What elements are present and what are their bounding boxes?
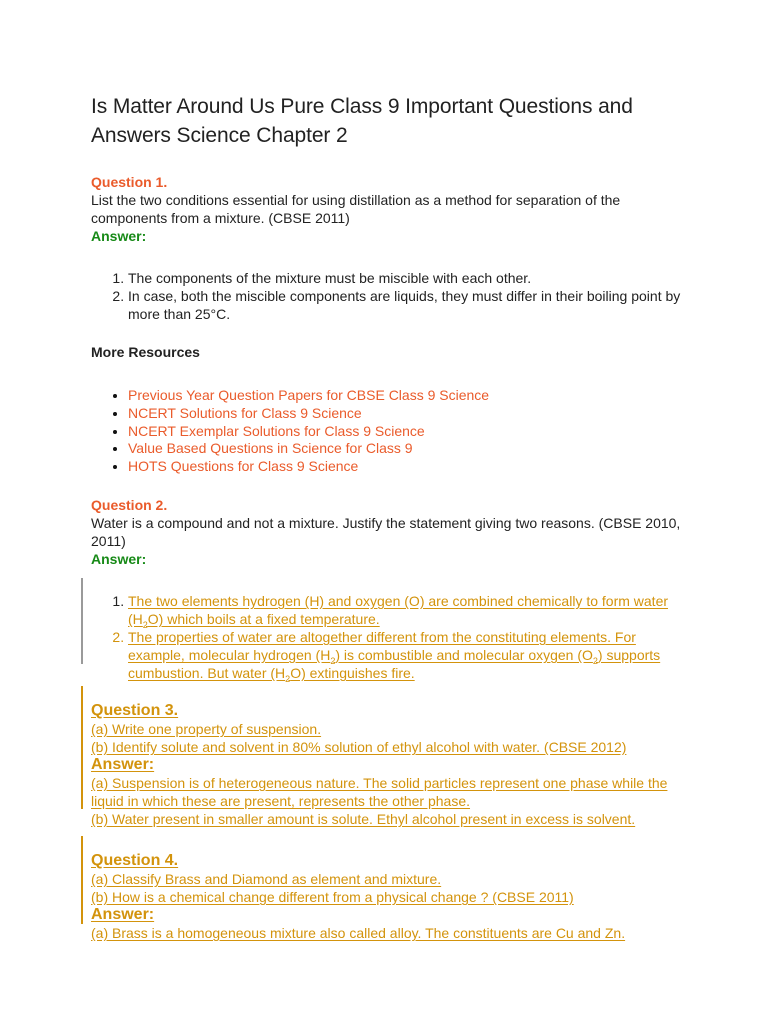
- document-page: [91, 92, 691, 942]
- question-text: (a) Write one property of suspension.: [91, 720, 322, 737]
- question-2: [91, 496, 691, 682]
- resources-list: [91, 387, 691, 476]
- question-text: Water is a compound and not a mixture. Justify the statement giving two reasons. (CBSE 2010, 2011): [91, 514, 681, 549]
- resource-link[interactable]: • NCERT Solutions for Class 9 Science: [128, 405, 691, 423]
- answer-text: (a) Suspension is of heterogeneous nature. The solid particles represent one phase while the liquid in which these are present, represents the other phase.: [91, 774, 668, 809]
- answer-text: (b) Water present in smaller amount is solute. Ethyl alcohol present in excess is solvent.: [91, 810, 636, 827]
- answer-label: Answer:: [91, 755, 155, 773]
- question-4: [91, 852, 691, 942]
- question-text: (b) Identify solute and solvent in 80% solution of ethyl alcohol with water. (CBSE 2012): [91, 738, 627, 755]
- question-label: Question 4.: [91, 851, 179, 869]
- answer-item: 1. The components of the mixture must be miscible with each other.: [128, 269, 691, 287]
- question-label: Question 2.: [91, 496, 168, 513]
- resource-link[interactable]: • HOTS Questions for Class 9 Science: [128, 458, 691, 476]
- answer-item: 1. The two elements hydrogen (H) and oxygen (O) are combined chemically to form water $(H_2O)$ which boils at a fixed temperature.: [128, 592, 691, 628]
- resource-link[interactable]: • Value Based Questions in Science for Class 9: [128, 440, 691, 458]
- answer-item: 2. In case, both the miscible components are liquids, they must differ in their boiling point by more than 25°C.: [128, 287, 691, 323]
- answer-text: (a) Brass is a homogeneous mixture also called alloy. The constituents are Cu and Zn.: [91, 924, 626, 941]
- answer-item: 2. The properties of water are altogether different from the constituting elements. For example, molecular hydrogen $(H_2)$ is combustible and molecular oxygen $(O_2)$ supports cumbustion. But water $(H_2O)$ extinguishes fire.: [128, 628, 691, 682]
- question-3: [91, 702, 691, 828]
- change-bar: [81, 686, 83, 809]
- question-label: Question 1.: [91, 174, 168, 190]
- question-text: (b) How is a chemical change different from a physical change ? (CBSE 2011): [91, 888, 574, 905]
- resource-link[interactable]: • NCERT Exemplar Solutions for Class 9 Science: [128, 423, 691, 441]
- answer-label: Answer:: [91, 228, 147, 244]
- question-label: Question 3.: [91, 701, 179, 719]
- more-resources-heading: More Resources: [91, 344, 200, 360]
- resource-link[interactable]: • Previous Year Question Papers for CBSE Class 9 Science: [128, 387, 691, 405]
- change-bar: [81, 836, 83, 924]
- answer-label: Answer:: [91, 550, 147, 567]
- question-text: (a) Classify Brass and Diamond as element and mixture.: [91, 870, 442, 887]
- answer-label: Answer:: [91, 905, 155, 923]
- change-bar: [81, 578, 83, 664]
- page-title: Is Matter Around Us Pure Class 9 Important Questions and Answers Science Chapter 2: [91, 95, 633, 147]
- answer-list: [91, 269, 691, 323]
- question-1: [91, 173, 691, 323]
- answer-list: [91, 592, 691, 682]
- question-text: List the two conditions essential for using distillation as a method for separation of the components from a mixture. (CBSE 2011): [91, 192, 621, 226]
